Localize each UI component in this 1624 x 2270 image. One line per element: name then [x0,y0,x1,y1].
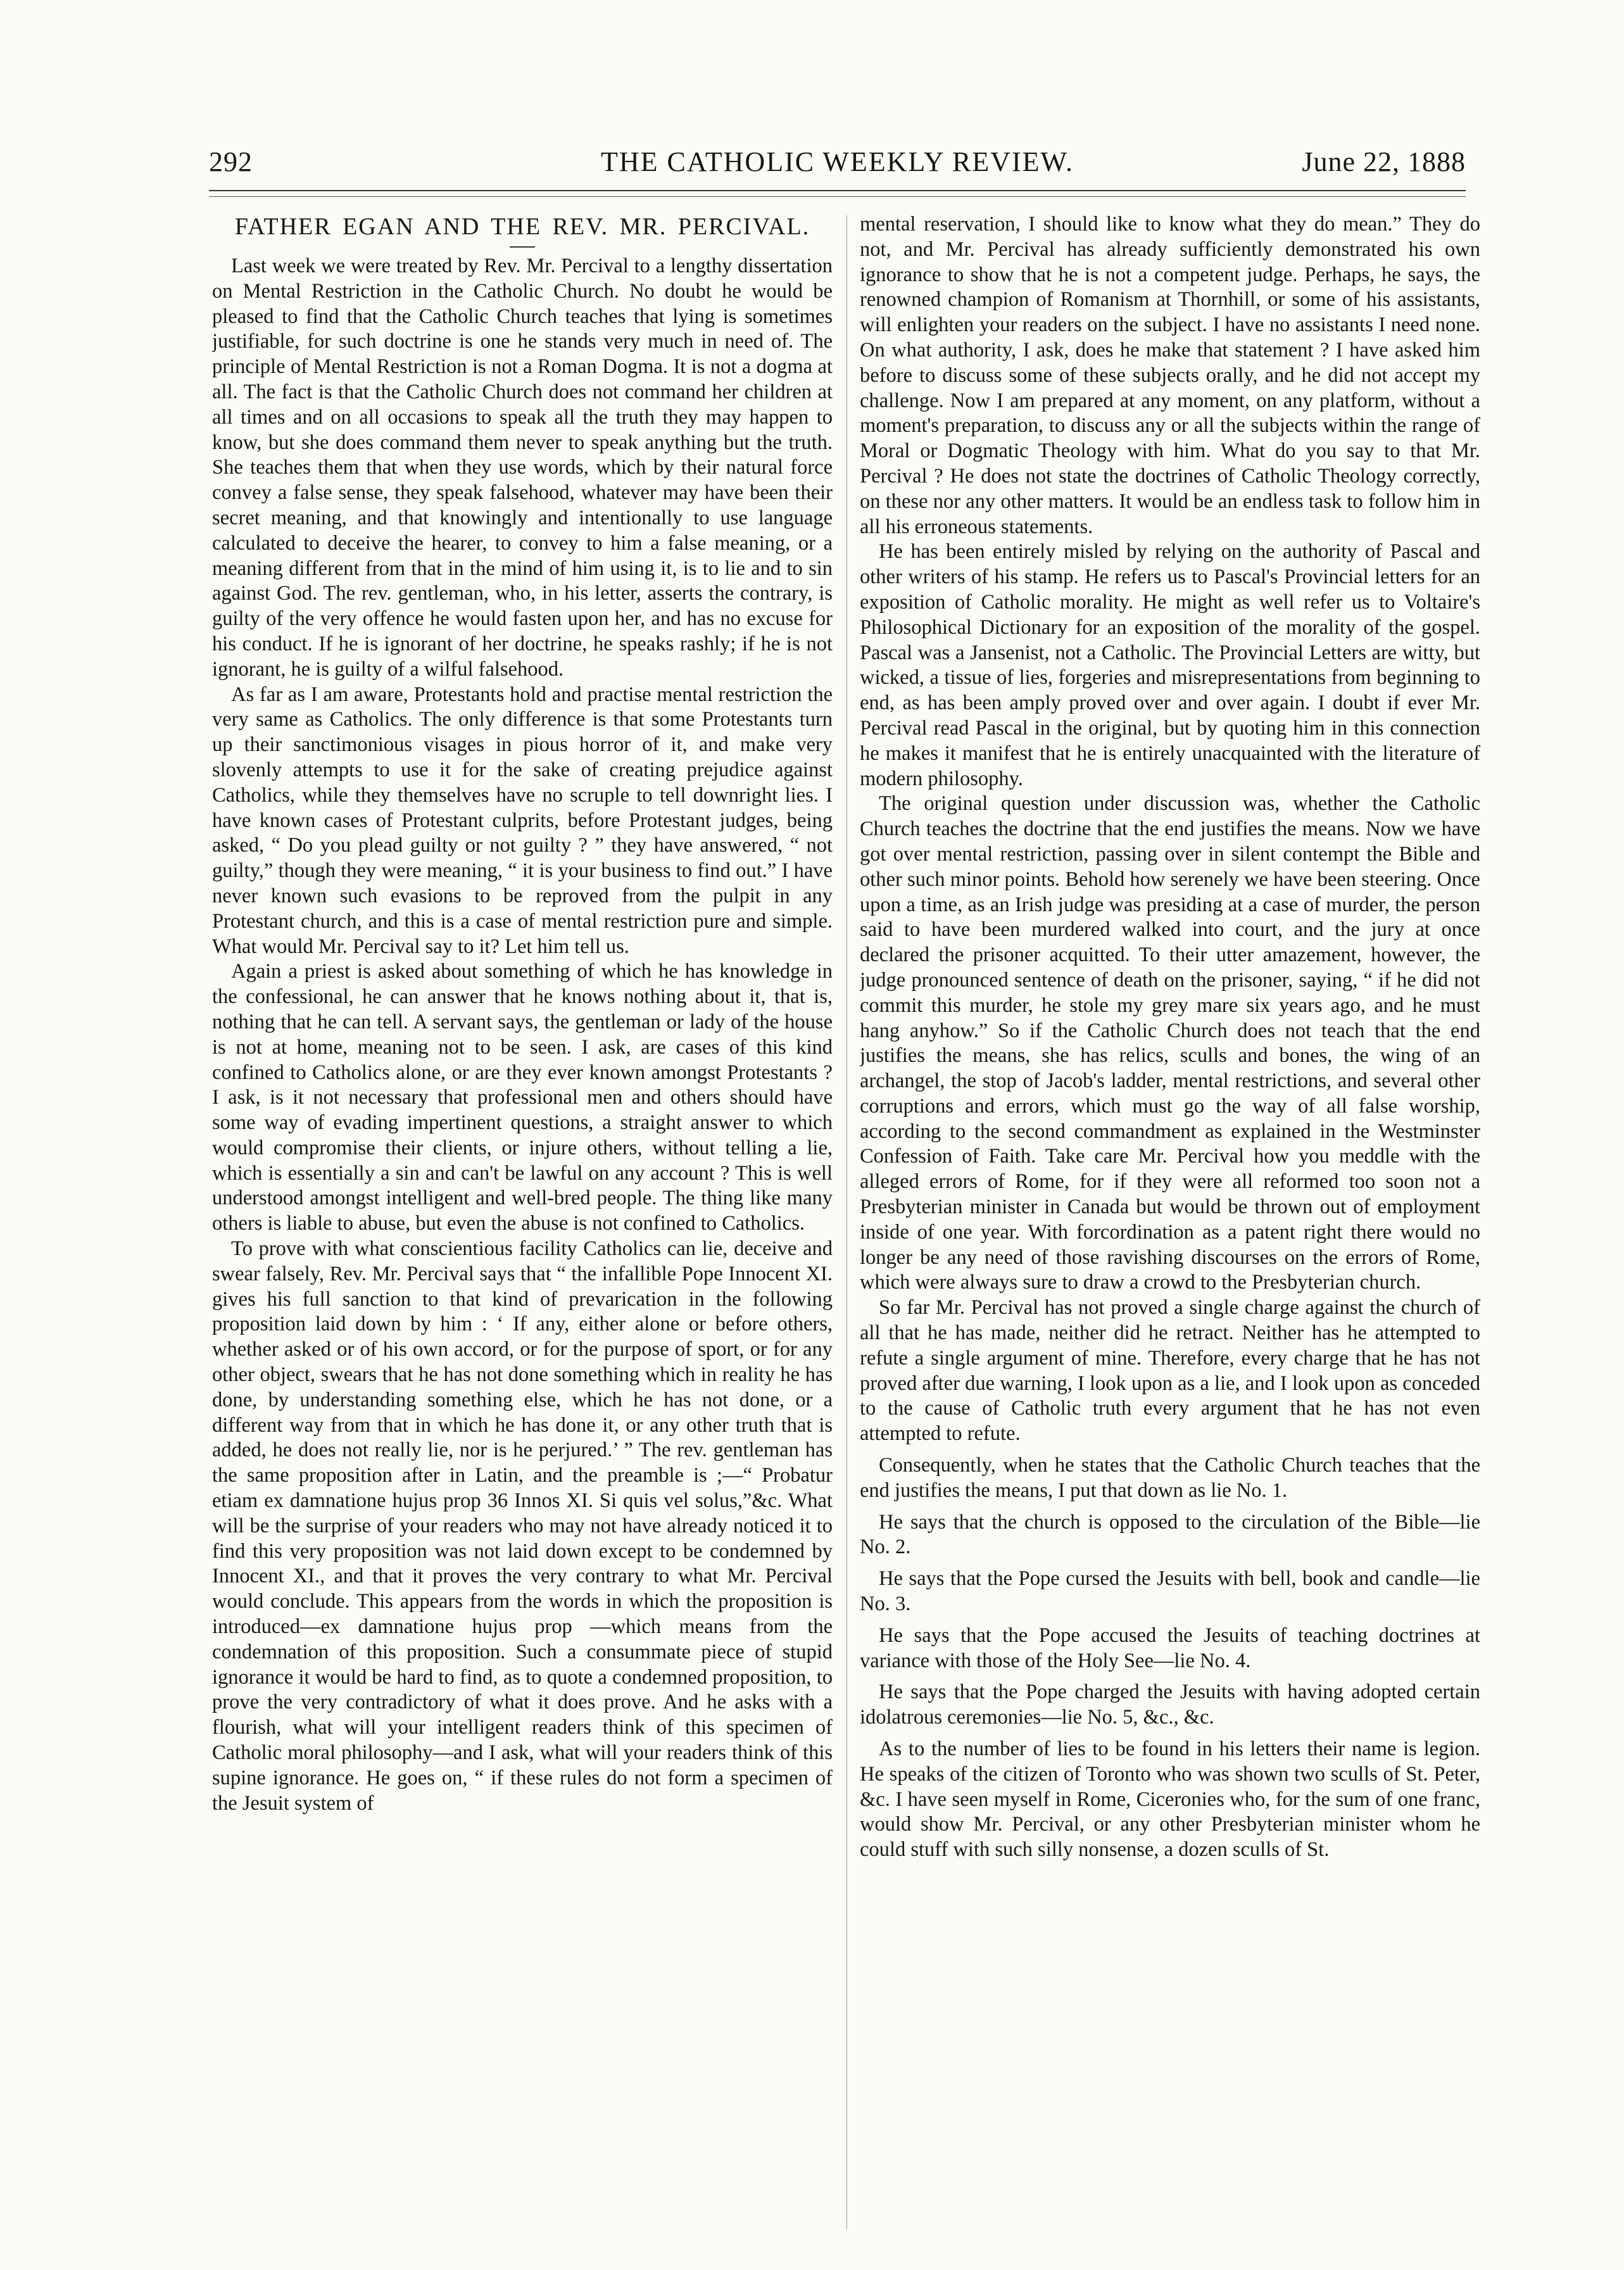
paragraph: Consequently, when he states that the Catholic Church teaches that the end justifies the means, I put that down as lie No. 1. [860,1454,1480,1502]
paragraph: The original question under discussion was, whether the Catholic Church teaches the doctrine that the end justifies the means. Now we have got over mental restriction, passing over in silent contempt the Bible and other such minor points. Behold how serenely we have been steering. Once upon a time, as an Irish judge was presiding at a case of murder, the person said to have been murdered walked into court, and the jury at once declared the prisoner acquitted. To their utter amazement, however, the judge pronounced sentence of death on the prisoner, saying, “ if he did not commit this murder, he stole my grey mare six years ago, and he must hang anyhow.” So if the Catholic Church does not teach that the end justifies the means, she has relics, sculls and bones, the wing of an archangel, the stop of Jacob's ladder, mental restrictions, and several other corruptions and errors, which must go the way of all false worship, according to the second commandment as explained in the Westminster Confession of Faith. Take care Mr. Percival how you meddle with the alleged errors of Rome, for if they were all reformed too soon not a Presbyterian minister in Canada but would be thrown out of employment inside of one year. With forcordination as a patent right there would no longer be any need of those ravishing discourses on the errors of Rome, which were always sure to draw a crowd to the Presbyterian church. [860,792,1480,1294]
paragraph: He says that the church is opposed to the circulation of the Bible—lie No. 2. [860,1510,1480,1559]
paragraph: So far Mr. Percival has not proved a single charge against the church of all that he has made, neither did he retract. Neither has he attempted to refute a single argument of mine. Therefore, every charge that he has not proved after due warning, I look upon as a lie, and I look upon as conceded to the cause of Catholic truth every argument that he has not even attempted to refute. [860,1296,1480,1446]
issue-date: June 22, 1888 [1302,146,1466,177]
page-header [209,146,1466,184]
paragraph: He says that the Pope accused the Jesuits of teaching doctrines at variance with those of the Holy See—lie No. 4. [860,1624,1480,1672]
article-title: FATHER EGAN AND THE REV. MR. PERCIVAL. [234,213,810,240]
paragraph: He says that the Pope cursed the Jesuits with bell, book and candle—lie No. 3. [860,1567,1480,1616]
paragraph: mental reservation, I should like to know what they do mean.” They do not, and Mr. Percival has already sufficiently demonstrated his own ignorance to show that he is not a competent judge. Perhaps, he says, the renowned champion of Romanism at Thornhill, or some of his assistants, will enlighten your readers on the subject. I have no assistants I need none. On what authority, I ask, does he make that statement ? I have asked him before to discuss some of these subjects orally, and he did not accept my challenge. Now I am prepared at any moment, on any platform, without a moment's preparation, to discuss any or all the subjects within the range of Moral or Dogmatic Theology with him. What do you say to that Mr. Percival ? He does not state the doctrines of Catholic Theology correctly, on these nor any other matters. It would be an endless task to follow him in all his erroneous statements. [860,213,1480,538]
header-rule-thin [209,196,1466,197]
header-rule [209,190,1466,191]
paragraph: Last week we were treated by Rev. Mr. Percival to a lengthy dissertation on Mental Restriction in the Catholic Church. No doubt he would be pleased to find that the Catholic Church teaches that lying is sometimes justifiable, for such doctrine is one he stands very much in need of. The principle of Mental Restriction is not a Roman Dogma. It is not a dogma at all. The fact is that the Catholic Church does not command her children at all times and on all occasions to speak all the truth they may happen to know, but she does command them never to speak anything but the truth. She teaches them that when they use words, which by their natural force convey a false sense, they speak falsehood, whatever may have been their secret meaning, and that knowingly and intentionally to use language calculated to deceive the hearer, to convey to him a false meaning, or a meaning different from that in the mind of him using it, is to lie and to sin against God. The rev. gentleman, who, in his letter, asserts the contrary, is guilty of the very offence he would fasten upon her, and has no excuse for his conduct. If he is ignorant of her doctrine, he speaks rashly; if he is not ignorant, he is guilty of a wilful falsehood. [212,255,833,681]
left-column [212,212,833,2232]
right-column [860,212,1480,2232]
paragraph: Again a priest is asked about something of which he has knowledge in the confessional, he can answer that he knows nothing about it, that is, nothing that he can tell. A servant says, the gentleman or lady of the house is not at home, meaning not to be seen. I ask, are cases of this kind confined to Catholics alone, or are they ever known amongst Protestants ? I ask, is it not necessary that professional men and others should have some way of evading impertinent questions, a straight answer to which would compromise their clients, or injure others, without telling a lie, which is essentially a sin and can't be lawful on any account ? This is well understood amongst intelligent and well-bred people. The thing like many others is liable to abuse, but even the abuse is not confined to Catholics. [212,960,833,1235]
masthead: THE CATHOLIC WEEKLY REVIEW. [601,146,1074,177]
paragraph: He says that the Pope charged the Jesuits with having adopted certain idolatrous ceremonies—lie No. 5, &c., &c. [860,1680,1480,1729]
paragraph: As to the number of lies to be found in his letters their name is legion. He speaks of the citizen of Toronto who was shown two sculls of St. Peter, &c. I have seen myself in Rome, Ciceronies who, for the sum of one franc, would show Mr. Percival, or any other Presbyterian minister whom he could stuff with such silly nonsense, a dozen sculls of St. [860,1737,1480,1862]
paragraph: He has been entirely misled by relying on the authority of Pascal and other writers of his stamp. He refers us to Pascal's Provincial letters for an exposition of Catholic morality. He might as well refer us to Voltaire's Philosophical Dictionary for an exposition of the morality of the gospel. Pascal was a Jansenist, not a Catholic. The Provincial Letters are witty, but wicked, a tissue of lies, forgeries and misrepresentations from beginning to end, as has been amply proved over and over again. I doubt if ever Mr. Percival read Pascal in the original, but by quoting him in this connection he makes it manifest that he is entirely unacquainted with the literature of modern philosophy. [860,540,1480,790]
title-dash [510,246,535,248]
paragraph: As far as I am aware, Protestants hold and practise mental restriction the very same as Catholics. The only difference is that some Protestants turn up their sanctimonious visages in pious horror of it, and make very slovenly attempts to use it for the sake of creating prejudice against Catholics, while they themselves have no scruple to tell downright lies. I have known cases of Protestant culprits, before Protestant judges, being asked, “ Do you plead guilty or not guilty ? ” they have answered, “ not guilty,” though they were meaning, “ it is your business to find out.” I have never known such evasions to be reproved from the pulpit in any Protestant church, and this is a case of mental restriction pure and simple. What would Mr. Percival say to it? Let him tell us. [212,683,833,958]
paragraph: To prove with what conscientious facility Catholics can lie, deceive and swear falsely, Rev. Mr. Percival says that “ the infallible Pope Innocent XI. gives his full sanction to that kind of prevarication in the following proposition laid down by him : ‘ If any, either alone or before others, whether asked or of his own accord, or for the purpose of sport, or for any other object, swears that he has not done something which in reality he has done, by understanding something else, which he has not done, or a different way from that in which he has done it, or any other truth that is added, he does not really lie, nor is he perjured.’ ” The rev. gentleman has the same proposition after in Latin, and the preamble is ;—“ Probatur etiam ex damnatione hujus prop 36 Innos XI. Si quis vel solus,”&c. What will be the surprise of your readers who may not have already noticed it to find this very proposition was not laid down except to be condemned by Innocent XI., and that it proves the very contrary to what Mr. Percival would conclude. This appears from the words in which the proposition is introduced—ex damnatione hujus prop —which means from the condemnation of this proposition. Such a consummate piece of stupid ignorance it would be hard to find, as to quote a condemned proposition, to prove the very contradictory of what it does prove. And he asks with a flourish, what will your intelligent readers think of this specimen of Catholic moral philosophy—and I ask, what will your readers think of this supine ignorance. He goes on, “ if these rules do not form a specimen of the Jesuit system of [212,1237,833,1815]
page-number: 292 [209,146,253,177]
